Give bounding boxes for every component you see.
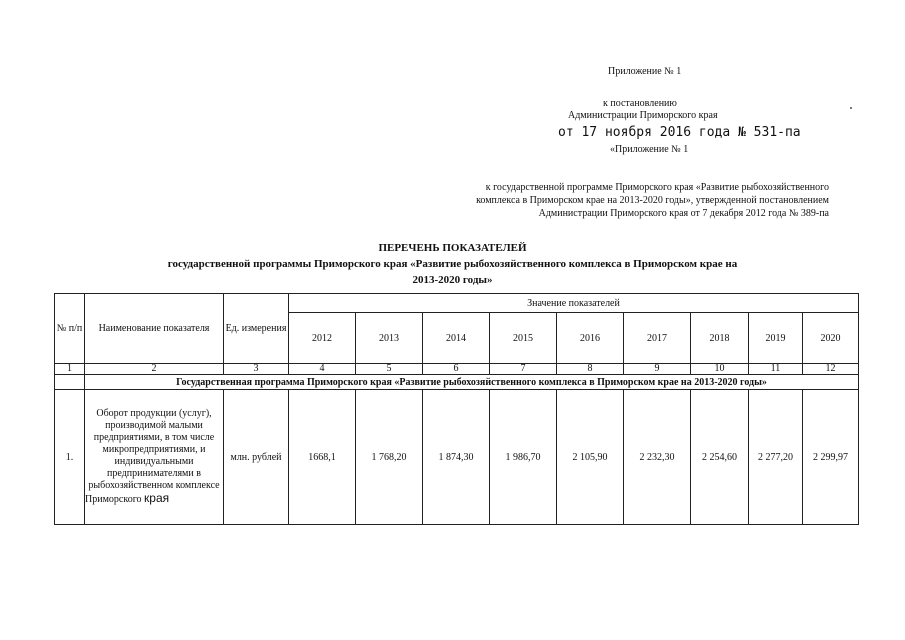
header-num: № п/п — [55, 294, 85, 364]
column-index: 1 — [55, 364, 85, 375]
header-unit: Ед. измерения — [224, 294, 289, 364]
annex-quote: «Приложение № 1 — [610, 144, 689, 155]
value-cell: 2 105,90 — [557, 390, 624, 525]
value-cell: 1 986,70 — [490, 390, 557, 525]
column-index: 9 — [624, 364, 691, 375]
resolution-ref: к постановлению — [603, 98, 677, 109]
column-index: 11 — [749, 364, 803, 375]
document-subtitle: государственной программы Приморского края «Развитие рыбохозяйственного комплекса в Приморском крае на — [167, 258, 738, 270]
column-index: 5 — [356, 364, 423, 375]
administration-name: Администрации Приморского края — [568, 110, 718, 121]
column-index: 6 — [423, 364, 490, 375]
program-desc-line: к государственной программе Приморского края «Развитие рыбохозяйственного — [485, 182, 829, 193]
row-number: 1. — [55, 390, 85, 525]
value-cell: 2 232,30 — [624, 390, 691, 525]
value-cell: 2 299,97 — [803, 390, 859, 525]
value-cell: 1 768,20 — [356, 390, 423, 525]
value-cell: 2 254,60 — [691, 390, 749, 525]
value-cell: 1 874,30 — [423, 390, 490, 525]
indicator-name-tail: края — [144, 491, 170, 505]
year-header: 2015 — [490, 313, 557, 364]
year-header: 2018 — [691, 313, 749, 364]
year-header: 2020 — [803, 313, 859, 364]
column-index: 12 — [803, 364, 859, 375]
column-index: 2 — [85, 364, 224, 375]
unit-cell: млн. рублей — [224, 390, 289, 525]
year-header: 2016 — [557, 313, 624, 364]
program-row-blank — [55, 375, 85, 390]
program-row-title: Государственная программа Приморского края «Развитие рыбохозяйственного комплекса в Приморском крае на 2013-2020 годы» — [85, 375, 859, 390]
header-name: Наименование показателя — [85, 294, 224, 364]
year-header: 2017 — [624, 313, 691, 364]
value-cell: 1668,1 — [289, 390, 356, 525]
program-desc-line: комплекса в Приморском крае на 2013-2020 годы», утвержденной постановлением — [476, 195, 829, 206]
indicator-name-text: Оборот продукции (услуг), производимой малыми предприятиями, в том числе микропредприятиями, и индивидуальными предпринимателями в рыбохозяйственном комплексе Приморского — [85, 408, 220, 505]
indicator-name — [85, 390, 224, 525]
column-index: 8 — [557, 364, 624, 375]
column-index: 10 — [691, 364, 749, 375]
program-description — [476, 181, 829, 220]
decree-number: от 17 ноября 2016 года № 531-па — [558, 125, 801, 140]
year-header: 2013 — [356, 313, 423, 364]
indicators-table — [54, 293, 859, 525]
table-row — [55, 390, 859, 525]
year-header: 2019 — [749, 313, 803, 364]
column-index: 4 — [289, 364, 356, 375]
year-header: 2014 — [423, 313, 490, 364]
year-header: 2012 — [289, 313, 356, 364]
value-cell: 2 277,20 — [749, 390, 803, 525]
annex-label: Приложение № 1 — [608, 66, 682, 77]
program-desc-line: Администрации Приморского края от 7 декабря 2012 года № 389-па — [538, 208, 829, 219]
header-values: Значение показателей — [289, 294, 859, 313]
scan-speck — [850, 107, 852, 109]
column-index: 3 — [224, 364, 289, 375]
document-subtitle-years: 2013-2020 годы» — [412, 274, 493, 286]
document-title: ПЕРЕЧЕНЬ ПОКАЗАТЕЛЕЙ — [378, 242, 527, 254]
column-index: 7 — [490, 364, 557, 375]
